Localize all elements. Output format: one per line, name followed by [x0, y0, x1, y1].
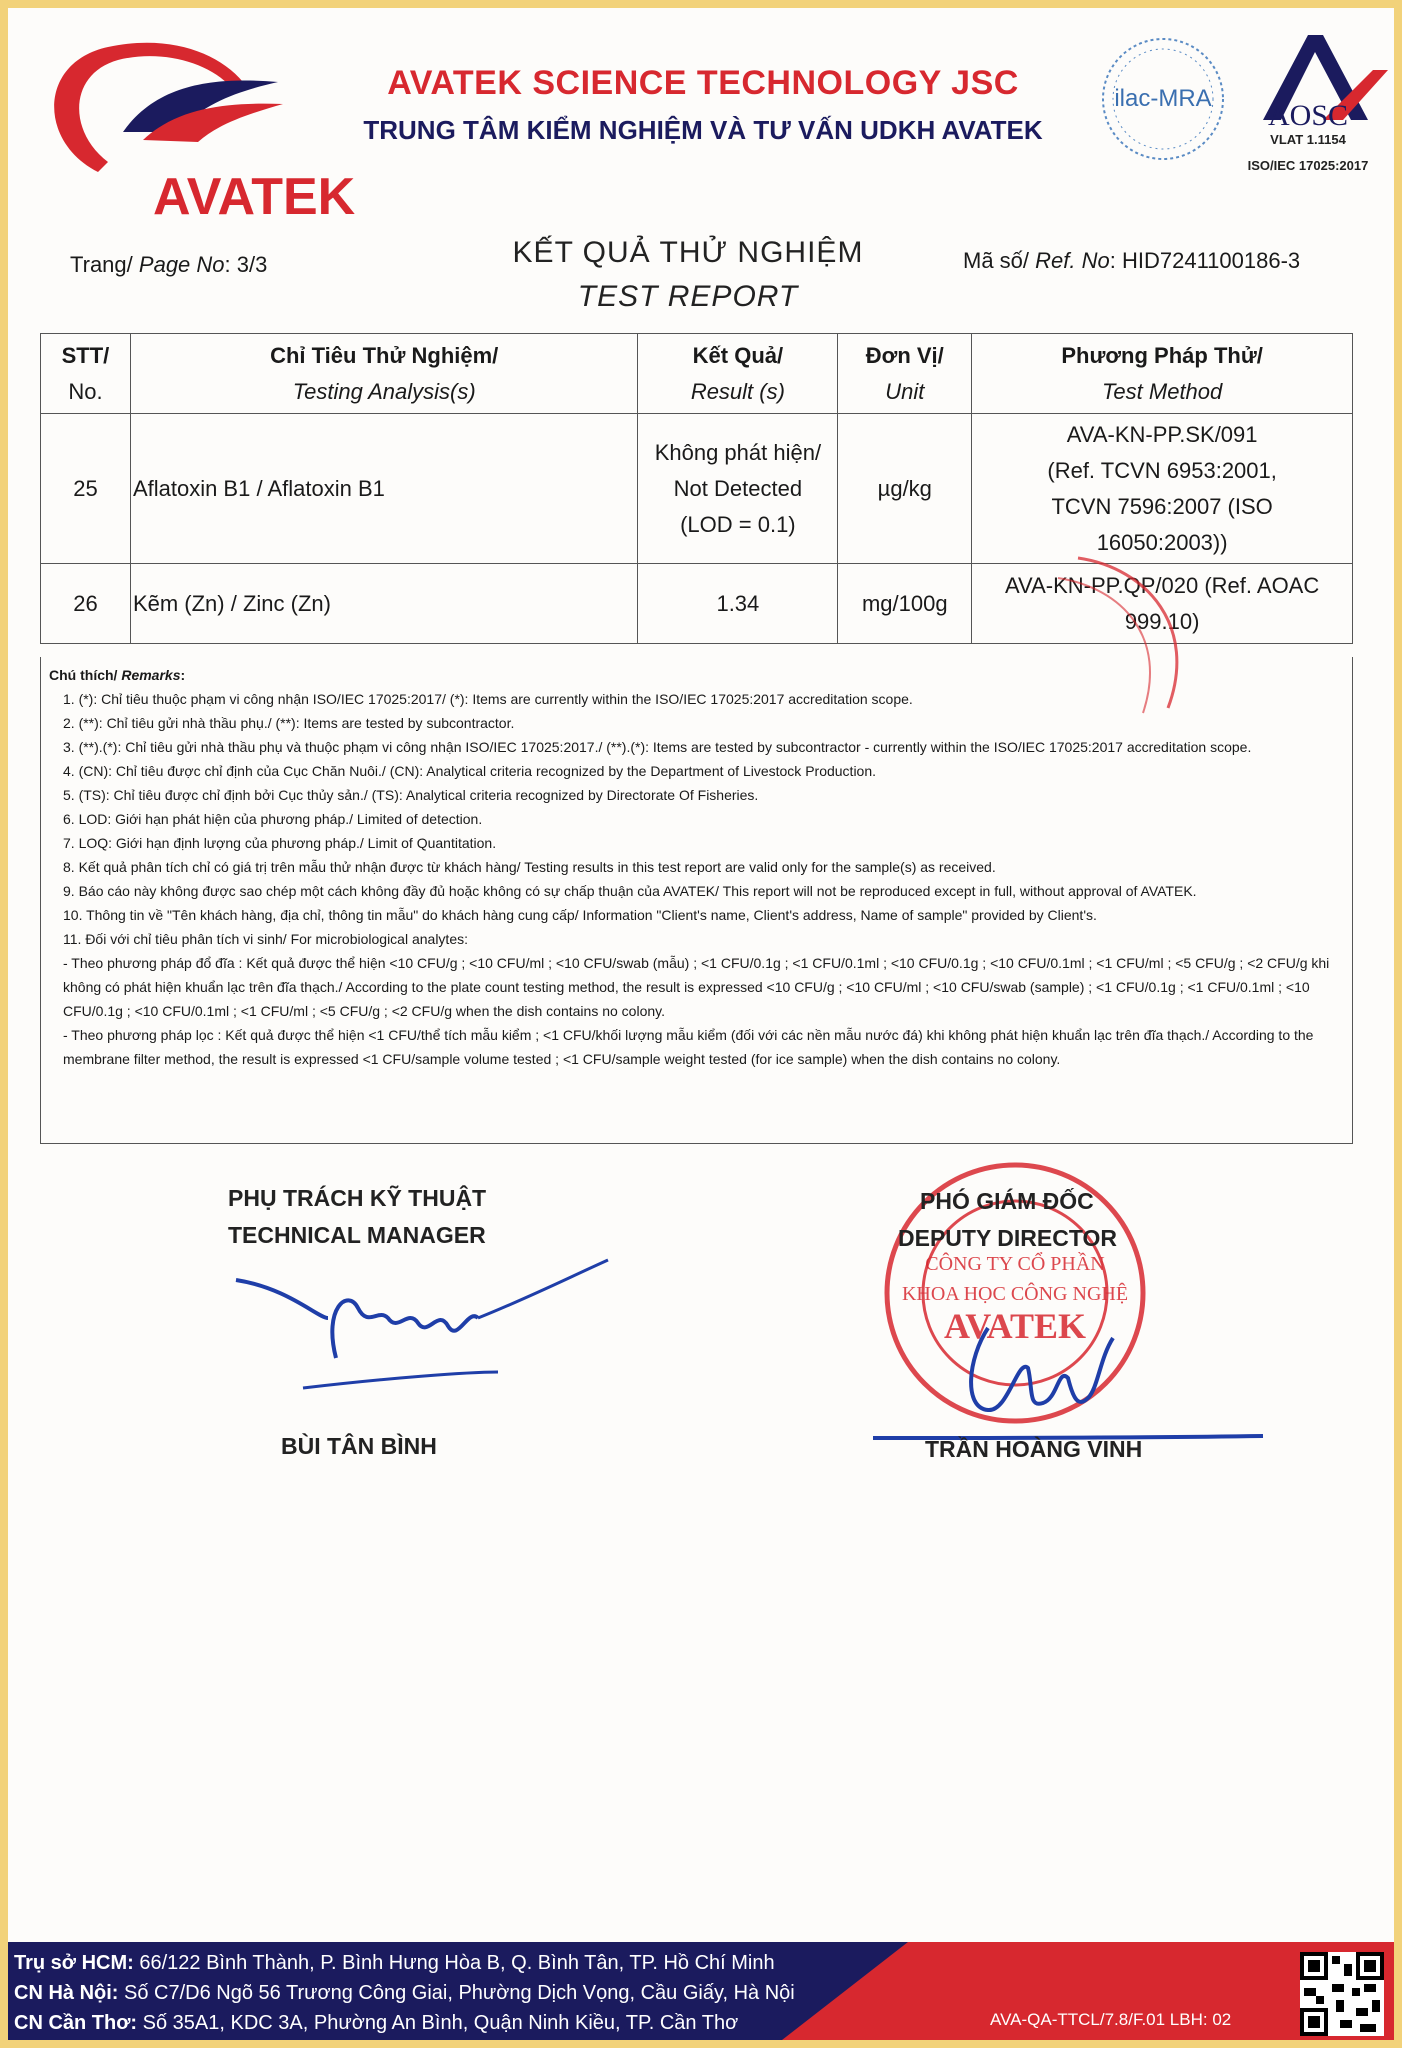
report-title	[438, 236, 938, 314]
table-header-row	[41, 334, 1353, 414]
svg-text:KHOA HỌC CÔNG NGHỆ: KHOA HỌC CÔNG NGHỆ	[901, 1283, 1129, 1305]
cell-unit: mg/100g	[838, 564, 972, 644]
company-header	[308, 64, 1098, 146]
header-method: Phương Pháp Thử/ Test Method	[972, 334, 1353, 414]
address-hcm: Trụ sở HCM: 66/122 Bình Thành, P. Bình Hưng Hòa B, Q. Bình Tân, TP. Hồ Chí Minh	[14, 1952, 775, 1974]
remark-item: - Theo phương pháp lọc : Kết quả được thể hiện <1 CFU/thể tích mẫu kiểm ; <1 CFU/khối lượng mẫu kiểm (đối với các nền mẫu nước đá) khi không phát hiện khuẩn lạc trên đĩa thạch./ According to the membrane filter method, the result is expressed <1 CFU/sample volume tested ; <1 CFU/sample weight tested (for ice sample) when the dish contains no colony.	[63, 1027, 1314, 1067]
vlat-number: VLAT 1.1154	[1270, 132, 1346, 147]
company-subtitle: TRUNG TÂM KIỂM NGHIỆM VÀ TƯ VẤN UDKH AVATEK	[363, 115, 1043, 145]
table-row	[41, 414, 1353, 564]
footer	[8, 1942, 1394, 2040]
remark-item: 5. (TS): Chỉ tiêu được chỉ định bởi Cục thủy sản./ (TS): Analytical criteria recognized by Directorate Of Fisheries.	[63, 787, 759, 803]
cell-method: AVA-KN-PP.SK/091 (Ref. TCVN 6953:2001, TCVN 7596:2007 (ISO 16050:2003))	[972, 414, 1353, 564]
reference-number: Mã số/ Ref. No: HID7241100186-3	[963, 248, 1301, 273]
technical-manager-name: BÙI TÂN BÌNH	[281, 1433, 437, 1459]
cell-analysis: Aflatoxin B1 / Aflatoxin B1	[130, 414, 638, 564]
page-number: Trang/ Page No: 3/3	[70, 252, 268, 277]
remark-item: 3. (**).(*): Chỉ tiêu gửi nhà thầu phụ và thuộc phạm vi công nhận ISO/IEC 17025:2017./ (**).(*): Items are tested by subcontractor - currently within the ISO/IEC 17025:2017 accreditation scope.	[63, 739, 1252, 755]
footer-addresses	[14, 1948, 795, 2038]
remark-item: 4. (CN): Chỉ tiêu được chỉ định của Cục Chăn Nuôi./ (CN): Analytical criteria recognized by the Department of Livestock Production.	[63, 763, 877, 779]
ilac-mra-badge-icon	[1098, 34, 1228, 164]
remark-item: 7. LOQ: Giới hạn định lượng của phương pháp./ Limit of Quantitation.	[63, 835, 497, 851]
aosc-triangle-icon	[1243, 30, 1393, 130]
remark-item: 8. Kết quả phân tích chỉ có giá trị trên mẫu thử nhận được từ khách hàng/ Testing results in this test report are valid only for the sample(s) as received.	[63, 859, 996, 875]
remark-item: 9. Báo cáo này không được sao chép một cách không đầy đủ hoặc không có sự chấp thuận của AVATEK/ This report will not be reproduced except in full, without approval of AVATEK.	[63, 883, 1197, 899]
remark-item: 10. Thông tin về "Tên khách hàng, địa chỉ, thông tin mẫu" do khách hàng cung cấp/ Information "Client's name, Client's address, Name of sample" provided by Client's.	[63, 907, 1097, 923]
aosc-text: AOSC	[1267, 99, 1349, 132]
remark-item: 2. (**): Chỉ tiêu gửi nhà thầu phụ./ (**): Items are tested by subcontractor.	[63, 715, 515, 731]
cell-result: 1.34	[638, 564, 838, 644]
header-no: STT/ No.	[41, 334, 131, 414]
cell-result: Không phát hiện/ Not Detected (LOD = 0.1)	[638, 414, 838, 564]
header-result: Kết Quả/ Result (s)	[638, 334, 838, 414]
deputy-director-title: PHÓ GIÁM ĐỐC DEPUTY DIRECTOR	[898, 1188, 1117, 1251]
svg-text:AVATEK: AVATEK	[943, 1306, 1087, 1346]
title-en: TEST REPORT	[577, 280, 799, 313]
remarks-section	[40, 657, 1353, 1144]
deputy-director-signature-icon	[868, 1298, 1268, 1448]
title-vi: KẾT QUẢ THỬ NGHIỆM	[512, 236, 864, 269]
cell-no: 26	[41, 564, 131, 644]
remark-item: - Theo phương pháp đổ đĩa : Kết quả được thể hiện <10 CFU/g ; <10 CFU/ml ; <10 CFU/swab (mẫu) ; <1 CFU/0.1g ; <1 CFU/0.1ml ; <10 CFU/0.1g ; <10 CFU/0.1ml ; <1 CFU/ml ; <5 CFU/g ; <2 CFU/g khi không có phát hiện khuẩn lạc trên đĩa thạch./ According to the plate count testing method, the result is expressed <10 CFU/g ; <10 CFU/ml ; <10 CFU/swab (sample) ; <1 CFU/0.1g ; <1 CFU/0.1ml ; <10 CFU/0.1g ; <10 CFU/0.1ml ; <1 CFU/ml ; <5 CFU/g ; <2 CFU/g when the dish contains no colony.	[63, 955, 1330, 1019]
remarks-heading: Chú thích/ Remarks:	[49, 667, 186, 683]
logo-text: AVATEK	[153, 168, 356, 226]
remark-item: 11. Đối với chỉ tiêu phân tích vi sinh/ For microbiological analytes:	[63, 931, 468, 947]
technical-manager-title: PHỤ TRÁCH KỸ THUẬT TECHNICAL MANAGER	[228, 1185, 487, 1248]
remark-item: 1. (*): Chỉ tiêu thuộc phạm vi công nhận ISO/IEC 17025:2017/ (*): Items are currently within the ISO/IEC 17025:2017 accreditation scope.	[63, 691, 913, 707]
cell-analysis: Kẽm (Zn) / Zinc (Zn)	[130, 564, 638, 644]
header-unit: Đơn Vị/ Unit	[838, 334, 972, 414]
cell-unit: µg/kg	[838, 414, 972, 564]
aosc-badge	[1243, 30, 1393, 180]
company-name: AVATEK SCIENCE TECHNOLOGY JSC	[387, 64, 1019, 102]
svg-text:CÔNG TY CỔ PHẦN: CÔNG TY CỔ PHẦN	[925, 1253, 1105, 1275]
form-code: AVA-QA-TTCL/7.8/F.01 LBH: 02	[990, 2010, 1232, 2029]
avatek-logo-icon	[28, 22, 356, 226]
iso-standard: ISO/IEC 17025:2017	[1247, 158, 1369, 173]
ilac-text: ilac-MRA	[1114, 85, 1212, 112]
address-hanoi: CN Hà Nội: Số C7/D6 Ngõ 56 Trương Công Giai, Phường Dịch Vọng, Cầu Giấy, Hà Nội	[14, 1982, 795, 2004]
address-cantho: CN Cần Thơ: Số 35A1, KDC 3A, Phường An Bình, Quận Ninh Kiều, TP. Cần Thơ	[14, 2012, 739, 2034]
technical-manager-signature-icon	[228, 1248, 618, 1398]
header-analysis: Chỉ Tiêu Thử Nghiệm/ Testing Analysis(s)	[130, 334, 638, 414]
remark-item: 6. LOD: Giới hạn phát hiện của phương pháp./ Limited of detection.	[63, 811, 483, 827]
cell-no: 25	[41, 414, 131, 564]
deputy-director-name: TRẦN HOÀNG VINH	[925, 1436, 1143, 1462]
cell-method: AVA-KN-PP.QP/020 (Ref. AOAC 999.10)	[972, 564, 1353, 644]
qr-code-icon	[1300, 1952, 1384, 2036]
test-report-page	[8, 8, 1394, 2040]
